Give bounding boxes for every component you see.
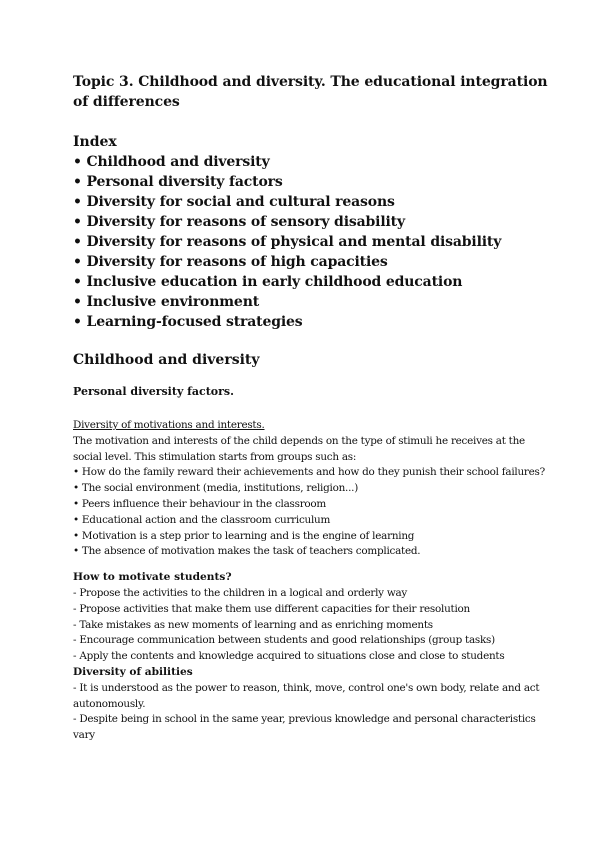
motivations-intro-line: social level. This stimulation starts from groups such as:: [73, 450, 357, 463]
document-title: Topic 3. Childhood and diversity. The educational integration of differences: [73, 74, 548, 110]
list-item: • How do the family reward their achievements and how do they punish their school failures?: [73, 466, 545, 479]
abilities-item-line: - Despite being in school in the same year, previous knowledge and personal characteristics: [73, 713, 536, 726]
document-page: [73, 72, 553, 744]
motivations-intro-line: The motivation and interests of the child depends on the type of stimuli he receives at the: [73, 434, 525, 447]
motivations-list: [73, 465, 553, 560]
list-item: • Motivation is a step prior to learning and is the engine of learning: [73, 529, 415, 542]
abilities-item-line: - It is understood as the power to reason, think, move, control one's own body, relate and act: [73, 681, 540, 694]
motivations-heading: Diversity of motivations and interests.: [73, 419, 265, 431]
sub-heading: Personal diversity factors.: [73, 385, 234, 398]
index-item: • Diversity for social and cultural reasons: [73, 194, 395, 210]
motivate-heading: How to motivate students?: [73, 571, 232, 584]
list-item: - Propose the activities to the children in a logical and orderly way: [73, 586, 408, 599]
index-item: • Personal diversity factors: [73, 174, 283, 190]
motivations-section: [73, 418, 553, 560]
motivate-list: [73, 586, 553, 665]
index-item: • Inclusive education in early childhood education: [73, 274, 463, 290]
abilities-item-line: vary: [73, 729, 95, 742]
index-item: • Childhood and diversity: [73, 154, 270, 170]
index-list: [73, 152, 553, 332]
list-item: • Educational action and the classroom curriculum: [73, 513, 331, 526]
index-item: • Diversity for reasons of high capacities: [73, 254, 388, 270]
list-item: • The absence of motivation makes the task of teachers complicated.: [73, 545, 421, 558]
index-item: • Diversity for reasons of physical and mental disability: [73, 234, 502, 250]
list-item: - Encourage communication between students and good relationships (group tasks): [73, 634, 495, 647]
section-heading: Childhood and diversity: [73, 352, 260, 368]
list-item: • Peers influence their behaviour in the classroom: [73, 497, 327, 510]
index-section: [73, 132, 553, 332]
abilities-item-line: autonomously.: [73, 697, 146, 710]
list-item: - Propose activities that make them use different capacities for their resolution: [73, 602, 470, 615]
list-item: - Take mistakes as new moments of learning and as enriching moments: [73, 618, 433, 631]
motivate-section: [73, 570, 553, 665]
index-heading: Index: [73, 134, 117, 150]
list-item: - Apply the contents and knowledge acquired to situations close and close to students: [73, 650, 505, 663]
list-item: • The social environment (media, institutions, religion...): [73, 482, 359, 495]
index-item: • Diversity for reasons of sensory disability: [73, 214, 405, 230]
index-item: • Inclusive environment: [73, 294, 260, 310]
abilities-section: [73, 665, 553, 744]
index-item: • Learning-focused strategies: [73, 314, 303, 330]
abilities-heading: Diversity of abilities: [73, 665, 193, 678]
